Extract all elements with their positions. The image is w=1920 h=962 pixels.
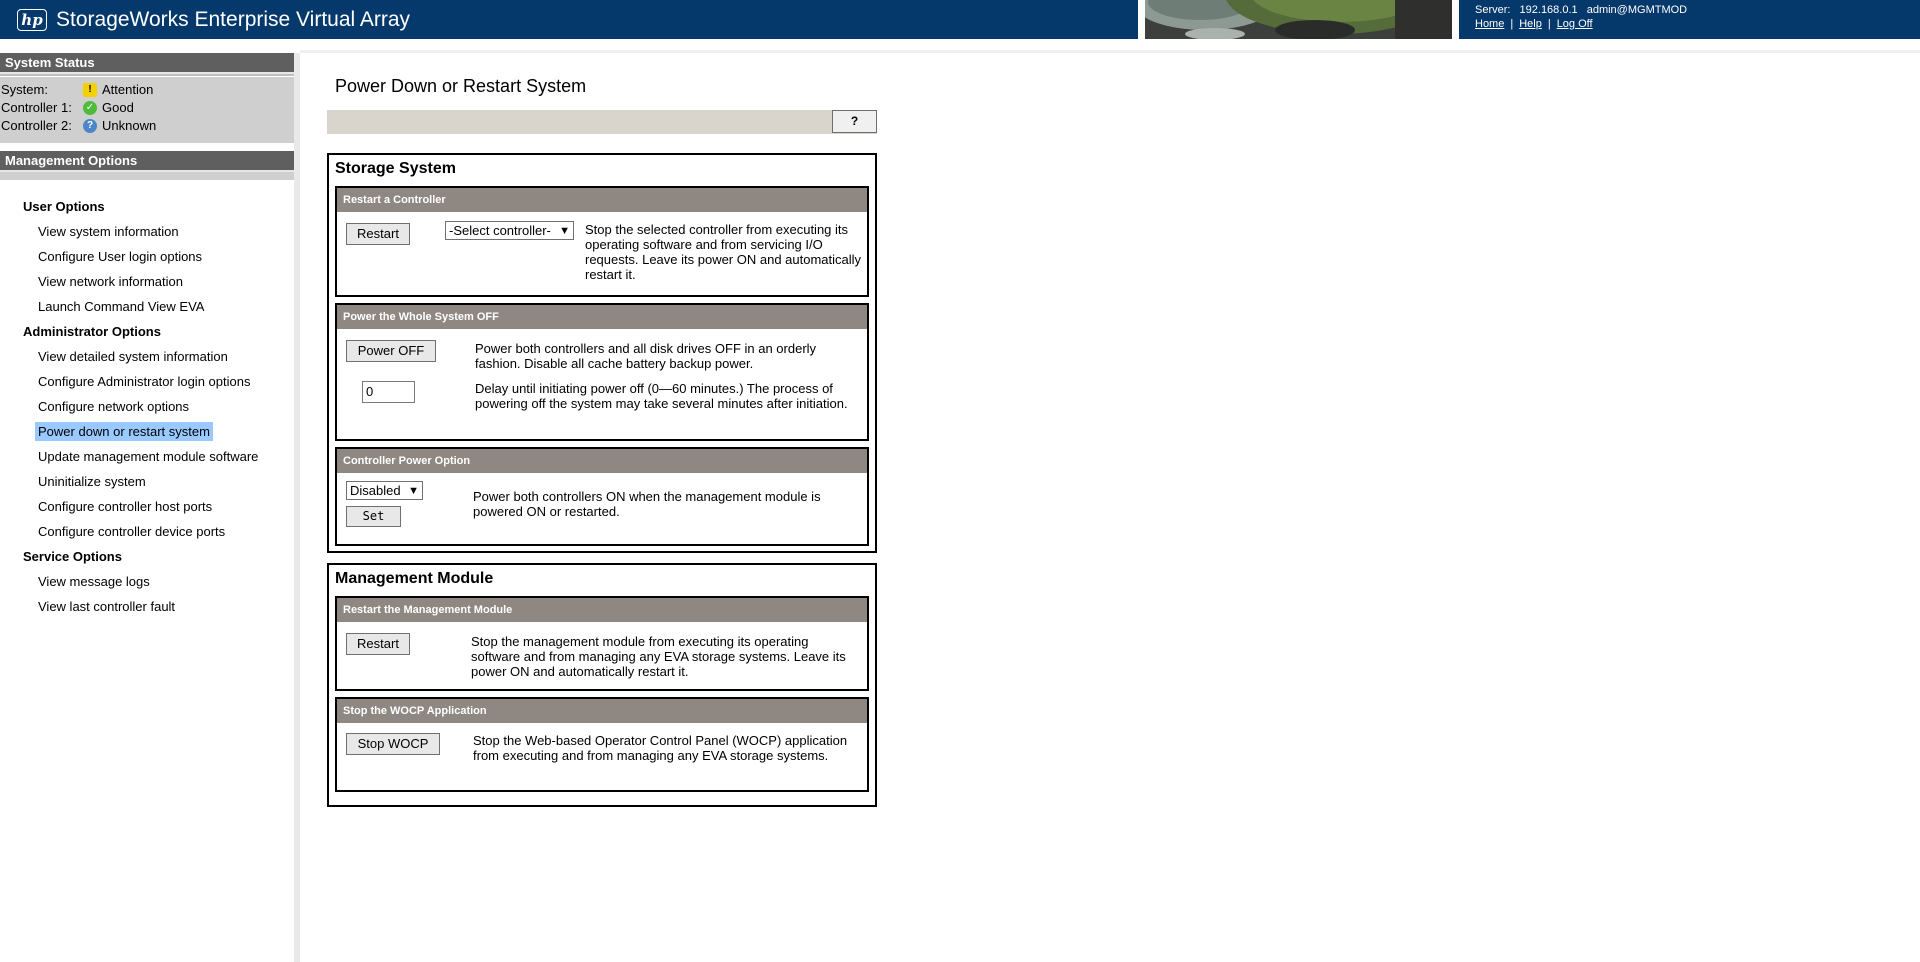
section-description: Power both controllers and all disk drives OFF in an orderly fashion. Disable all cache battery backup power. [475,341,817,371]
panel-title: Management Module [335,570,494,587]
section-description: Stop the management module from executing its operating software and from managing any EVA storage systems. Leave its power ON and automatically restart it. [471,634,846,679]
help-button[interactable]: ? [832,110,877,133]
server-info [1475,4,1693,16]
nav-group-administrator-options: Administrator Options [23,324,161,339]
brand-bar [0,0,1138,39]
sidebar-item-view-network-information[interactable] [0,269,294,294]
storage-system-panel [327,153,877,553]
set-button[interactable]: Set [346,506,401,527]
nav-group-user-options: User Options [23,199,105,214]
sidebar-item-label: Configure controller host ports [38,499,213,514]
stop-wocp-section [335,697,869,792]
section-body [337,212,867,295]
status-value: Unknown [102,118,157,133]
system-status-heading: System Status [0,53,294,74]
app-title: StorageWorks Enterprise Virtual Array [56,8,411,31]
header-divider [0,39,1920,53]
section-body [337,473,867,544]
main-content [306,53,1920,962]
section-body [337,622,867,689]
status-row-controller-2 [1,117,294,135]
warning-icon: ! [83,83,97,97]
help-link[interactable]: Help [1519,18,1542,30]
panel-title: Storage System [335,160,456,177]
sidebar-item-label: Configure controller device ports [38,524,226,539]
sidebar-item-view-detailed-system-information[interactable] [0,344,294,369]
home-link[interactable]: Home [1475,18,1505,30]
select-value: Disabled [350,483,401,498]
sidebar-item-uninitialize-system[interactable] [0,469,294,494]
section-heading: Power the Whole System OFF [337,303,867,329]
sidebar-item-label: Update management module software [38,449,259,464]
sidebar-item-configure-network-options[interactable] [0,394,294,419]
stop-wocp-button[interactable]: Stop WOCP [346,733,440,755]
sidebar-item-label: View message logs [38,574,150,589]
power-off-section [335,303,869,441]
sidebar-item-configure-host-ports[interactable] [0,494,294,519]
status-key: Controller 1: [1,100,72,115]
question-icon: ? [83,119,97,133]
section-heading: Restart the Management Module [337,596,867,622]
chevron-down-icon: ▼ [408,485,419,497]
section-body [337,723,867,790]
sidebar-item-label: View network information [38,274,183,289]
link-separator: | [1510,18,1514,30]
management-module-panel [327,563,877,807]
page-title: Power Down or Restart System [335,76,587,96]
sidebar-item-configure-device-ports[interactable] [0,519,294,544]
sidebar-item-label: View system information [38,224,179,239]
check-icon: ✓ [83,101,97,115]
restart-module-section [335,596,869,691]
section-description: Power both controllers ON when the management module is powered ON or restarted. [473,489,821,519]
header-bar [0,0,1920,39]
sidebar-item-view-message-logs[interactable] [0,569,294,594]
delay-description: Delay until initiating power off (0—60 minutes.) The process of powering off the system may take several minutes after initiation. [475,381,848,411]
status-key: System: [1,82,48,97]
management-options-heading: Management Options [0,151,294,172]
status-row-controller-1 [1,99,294,117]
restart-module-button[interactable]: Restart [346,633,410,655]
sidebar-nav [0,180,294,619]
page-toolbar [327,110,877,134]
sidebar-item-label: Power down or restart system [35,422,213,441]
management-subbar [0,172,294,180]
logoff-link[interactable]: Log Off [1556,18,1593,30]
restart-controller-section [335,186,869,297]
sidebar-item-label: Launch Command View EVA [38,299,205,314]
server-label: Server: [1475,4,1511,16]
sidebar-item-label: Uninitialize system [38,474,146,489]
status-key: Controller 2: [1,118,72,133]
controller-power-select[interactable] [346,481,423,500]
server-ip: 192.168.0.1 [1519,4,1578,16]
section-description: Stop the Web-based Operator Control Panel (WOCP) application from executing and from managing any EVA storage systems. [473,733,848,763]
sidebar-item-launch-command-view[interactable] [0,294,294,319]
controller-select[interactable] [445,221,574,240]
sidebar [0,53,300,962]
restart-controller-button[interactable]: Restart [346,223,410,245]
controller-power-section [335,447,869,546]
section-body [337,329,867,439]
sidebar-item-configure-user-login[interactable] [0,244,294,269]
hp-logo: hp [17,9,47,31]
sidebar-item-view-controller-fault[interactable] [0,594,294,619]
server-info-bar [1459,0,1920,39]
section-heading: Stop the WOCP Application [337,697,867,723]
select-value: -Select controller- [449,223,551,238]
link-separator: | [1547,18,1551,30]
sidebar-item-configure-admin-login[interactable] [0,369,294,394]
sidebar-item-label: View detailed system information [38,349,228,364]
header-banner-image [1145,0,1452,39]
sidebar-item-power-down-restart[interactable] [0,419,294,444]
section-description: Stop the selected controller from executing its operating software and from servicing I/O requests. Leave its power ON and automatically restart it. [585,222,862,282]
delay-minutes-input[interactable]: 0 [362,381,415,403]
sidebar-item-view-system-information[interactable] [0,219,294,244]
section-heading: Controller Power Option [337,447,867,473]
power-off-button[interactable]: Power OFF [346,340,436,362]
status-value: Good [102,100,134,115]
sidebar-item-label: Configure network options [38,399,190,414]
management-options-header [0,151,294,180]
sidebar-item-label: Configure Administrator login options [38,374,251,389]
sidebar-item-label: View last controller fault [38,599,176,614]
system-status-panel [0,77,294,143]
section-heading: Restart a Controller [337,186,867,212]
nav-group-service-options: Service Options [23,549,122,564]
status-value: Attention [102,82,154,97]
sidebar-item-label: Configure User login options [38,249,203,264]
header-links [1475,18,1593,30]
status-row-system [1,81,294,99]
sidebar-item-update-software[interactable] [0,444,294,469]
current-user: admin@MGMTMOD [1586,4,1688,16]
chevron-down-icon: ▼ [559,225,570,237]
